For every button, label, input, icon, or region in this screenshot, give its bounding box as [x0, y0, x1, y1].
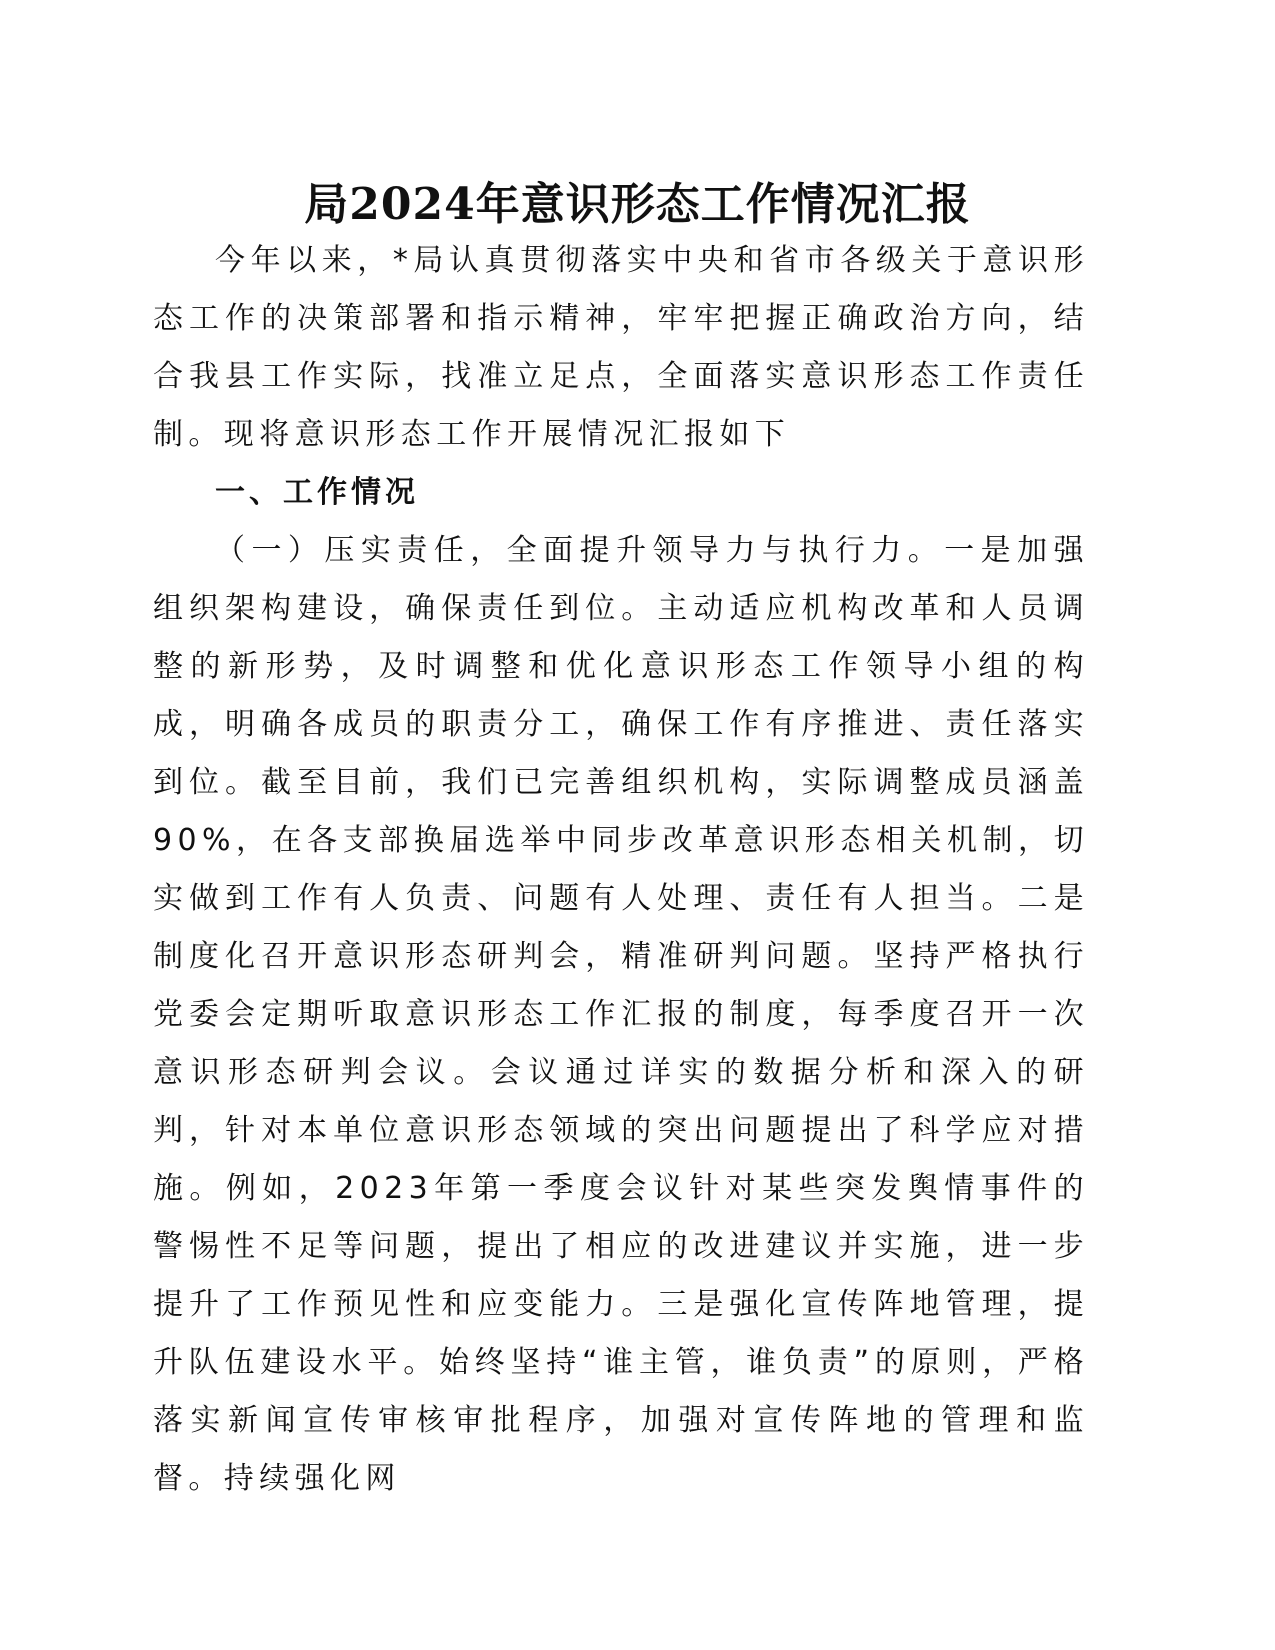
body-paragraph: （一）压实责任，全面提升领导力与执行力。一是加强组织架构建设，确保责任到位。主动适应机构改革和人员调整的新形势，及时调整和优化意识形态工作领导小组的构成，明确各成员的职责分工，确保工作有序推进、责任落实到位。截至目前，我们已完善组织机构，实际调整成员涵盖90%，在各支部换届选举中同步改革意识形态相关机制，切实做到工作有人负责、问题有人处理、责任有人担当。二是制度化召开意识形态研判会，精准研判问题。坚持严格执行党委会定期听取意识形态工作汇报的制度，每季度召开一次意识形态研判会议。会议通过详实的数据分析和深入的研判，针对本单位意识形态领域的突出问题提出了科学应对措施。例如，2023年第一季度会议针对某些突发舆情事件的警惕性不足等问题，提出了相应的改进建议并实施，进一步提升了工作预见性和应变能力。三是强化宣传阵地管理，提升队伍建设水平。始终坚持“谁主管，谁负责”的原则，严格落实新闻宣传审核审批程序，加强对宣传阵地的管理和监督。持续强化网	[153, 533, 1089, 1496]
section-heading: 一、工作情况	[215, 475, 419, 510]
document-body	[153, 232, 1089, 1508]
intro-paragraph: 今年以来，*局认真贯彻落实中央和省市各级关于意识形态工作的决策部署和指示精神，牢牢把握正确政治方向，结合我县工作实际，找准立足点，全面落实意识形态工作责任制。现将意识形态工作开展情况汇报如下	[153, 243, 1089, 452]
document-title: 局2024年意识形态工作情况汇报	[304, 179, 971, 230]
